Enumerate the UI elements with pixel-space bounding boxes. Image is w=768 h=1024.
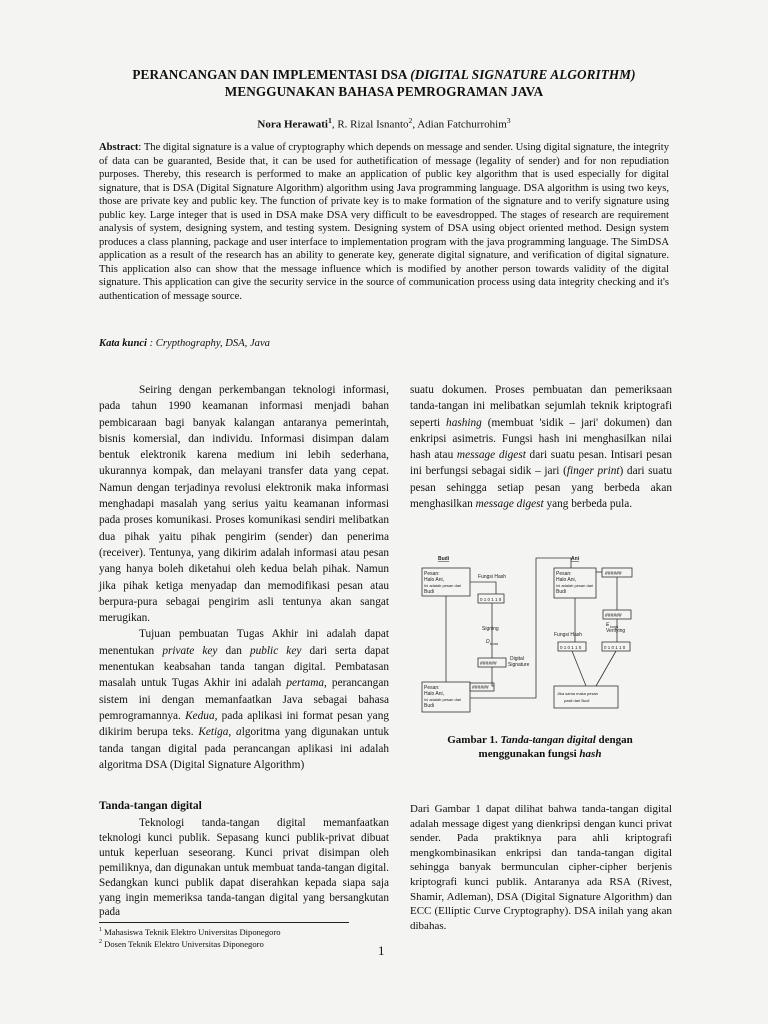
page-number: 1 — [378, 943, 385, 958]
abstract-label: Abstract — [99, 142, 139, 153]
digital-signature-diagram — [416, 548, 666, 728]
label-fungsi-hash-right: Fungsi Hash — [554, 632, 583, 638]
p2-k: lgoritma yang digunakan untuk tanda tangan digital pada perancangan aplikasi ini adalah algoritma DSA (Digital Signature Algorithm) — [99, 726, 390, 771]
r1-e: dari suatu pesan. Intisari pesan ini berfungsi sebagai sidik – jari ( — [410, 449, 672, 478]
left-column-intro — [99, 382, 389, 773]
p2-d: public key — [249, 644, 302, 657]
r1-a: suatu dokumen. Proses pembuatan dan pemeriksaan tanda-tangan ini melibatkan sejumlah teknik kriptografi seperti — [410, 384, 672, 429]
p2-b: private key — [162, 644, 218, 657]
section-heading: Tanda-tangan digital — [99, 800, 202, 812]
caption-a: Gambar 1. — [447, 734, 501, 746]
label-pesan-2d: Budi — [556, 589, 567, 595]
label-pesan-2: Pesan: — [556, 571, 572, 577]
r1-c: (membuat 'sidik – jari' dokumen) dan enkripsi asimetris. Fungsi hash ini menghasilkan nilai hash atau — [410, 416, 673, 462]
label-hash-3: 0 1 0 1 1 0 — [604, 645, 626, 650]
p2-i: pada aplikasi ini format pesan yang dikirim berupa teks. — [99, 709, 389, 739]
r1-f: finger print — [566, 465, 620, 478]
label-fungsi-hash-left: Fungsi Hash — [478, 574, 507, 580]
label-e-key: E — [606, 622, 610, 628]
left-column-section — [99, 816, 389, 920]
right-section-paragraph: Dari Gambar 1 dapat dilihat bahwa tanda-tangan digital adalah message digest yang dienkripsi dengan kunci privat sender. Pada praktiknya para ahli kriptografi mengkombinasikan enkripsi dan tanda-tangan digital sehingga banyak bermunculan cipher-cipher berjenis kriptografi kunci publik. Antaranya ada RSA (Rivest, Shamir, Adleman), DSA (Digital Signature Algorithm) dan ECC (Elliptic Curve Cryptography). DSA inilah yang akan dibahas. — [410, 803, 672, 932]
fn2-text: Dosen Teknik Elektro Universitas Diponegoro — [102, 939, 264, 949]
caption-d: hash — [579, 748, 602, 760]
p2-h: Kedua, — [185, 709, 218, 722]
label-pesan-3d: Budi — [424, 703, 435, 709]
footnote-divider — [99, 922, 349, 923]
label-ani: Ani — [571, 556, 580, 562]
label-verifying: Verifying — [606, 628, 626, 634]
label-result2: pasti dari Budi — [564, 698, 590, 703]
section-paragraph-1: Teknologi tanda-tangan digital memanfaatkan teknologi kunci publik. Sepasang kunci publik-privat dibuat untuk keperluan seseorang. Kunci privat disimpan oleh pemiliknya, dan digunakan untuk membuat tanda-tangan digital. Sedangkan kunci publik dapat diserahkan kepada siapa saja yang ingin memeriksa tanda-tangan digital yang bersangkutan pada — [99, 817, 389, 919]
keywords-label: Kata kunci — [99, 338, 147, 349]
result-box — [554, 686, 618, 708]
abstract-text: : The digital signature is a value of cryptography which depends on message and sender. Using digital signature, the integrity of data can be guaranted, Beside that, it can be used for authetification of message (legality of sender) and for non repudiation purposes. Thereby, this research is performed to make an application of public key algorithm that is used especially for digital signature, that is DSA (Digital Signature Algorithm) algorithm using Java programming language. DSA algorithm is using two keys, those are private key and public key. The function of private key is to make formation of the signature and to verify signature using public key. Large integer that is used in DSA make DSA very difficult to be eavesdropped. The stages of research are requirement analysis of system, designing system, and testing system. Designing system of DSA using object oriented method. Design system produces a class planning, package and user interface to implementation program with the java programming language. The SimDSA application as a result of the research has an ability to generate key, generate digital signature, and verification of digital signature. This application also can show that the message influence which is modified by another person towards validity of the digital signature. This application can give the security service in the source of communication process using data integrity checking and it's authentication of message source. — [99, 142, 669, 303]
label-digital: Digital — [510, 656, 524, 662]
caption-c: dengan menggunakan fungsi — [478, 734, 633, 760]
fn1-text: Mahasiswa Teknik Elektro Universitas Diponegoro — [102, 927, 281, 937]
arrow-compare-1 — [572, 651, 586, 686]
author-1-sup: 1 — [327, 116, 332, 125]
author-3: , Adian Fatchurrohim — [412, 118, 507, 131]
arrow-compare-2 — [596, 651, 616, 686]
label-sig-4: ###### — [605, 613, 622, 619]
label-d-key: D — [486, 639, 490, 645]
label-pesan-1c: Ini adalah pesan dari — [424, 583, 462, 588]
label-pesan-3c: Ini adalah pesan dari — [424, 697, 462, 702]
arrow-to-hash — [470, 582, 496, 594]
figure-caption — [420, 733, 660, 761]
label-budi: Budi — [438, 556, 450, 562]
label-sig-1: ###### — [480, 661, 497, 667]
authors — [60, 116, 708, 131]
right-column-section — [410, 802, 672, 933]
keywords — [99, 338, 270, 349]
label-pesan-2c: Ini adalah pesan dari — [556, 583, 594, 588]
right-column-intro — [410, 382, 672, 512]
paper-title-line1 — [60, 67, 708, 83]
title-italic: (DIGITAL SIGNATURE ALGORITHM) — [410, 67, 636, 82]
p2-c: dan — [217, 644, 250, 657]
label-pesan-1d: Budi — [424, 589, 435, 595]
intro-paragraph-1: Seiring dengan perkembangan teknologi informasi, pada tahun 1990 keamanan informasi menjadi bahan pembicaraan bagi banyak kalangan antaranya pemerintah, bisnis komersial, dan individu. Informasi disimpan dalam bentuk elektronik karena medium ini lebih sederhana, ukurannya kompak, dan melayani transfer data yang cepat. Namun dengan terjadinya revolusi elektronik maka informasi menghadapi masalah yang serius yaitu keamanan informasi pada proses komunikasi. Proses komunikasi sendiri melibatkan dua pihak yaitu pihak pengirim (sender) dan penerima (receiver). Tentunya, yang dikirim adalah informasi atau pesan yang hanya boleh diketahui oleh kedua belah pihak. Namun jika pihak ketiga menyadap dan memodifikasi pesan atau berpura-pura sebagai pengirim asli tentunya akan sangat merugikan. — [99, 384, 389, 625]
footnote-2 — [99, 939, 264, 949]
right-paragraph-1 — [410, 382, 672, 512]
author-2-sup: 2 — [408, 116, 413, 125]
label-pesan-1b: Halo Ani, — [424, 577, 445, 583]
label-sig-2: ###### — [472, 685, 489, 691]
p2-f: pertama — [286, 677, 325, 690]
fn2-sup: 2 — [99, 939, 103, 946]
r1-h: message digest — [475, 498, 544, 511]
label-e-sub: kunci — [610, 625, 619, 629]
r1-i: yang berbeda pula. — [543, 498, 633, 511]
label-hash-2: 0 1 0 1 1 0 — [560, 645, 582, 650]
label-pesan-3: Pesan: — [424, 685, 440, 691]
r1-b: hashing — [446, 416, 482, 429]
label-signature: Signature — [508, 662, 530, 668]
author-2: , R. Rizal Isnanto — [331, 118, 409, 131]
label-pesan-1: Pesan: — [424, 571, 440, 577]
p2-a: Tujuan pembuatan Tugas Akhir ini adalah dapat menentukan — [99, 628, 389, 657]
keywords-text: : Crypthography, DSA, Java — [146, 338, 270, 349]
p2-j: Ketiga, a — [198, 726, 242, 739]
p2-e: dari serta dapat menentukan keabsahan tanda tangan digital. Pembatasan masalah untuk Tugas Akhir ini adalah — [99, 644, 389, 690]
label-sig-3: ###### — [605, 571, 622, 577]
abstract — [99, 141, 669, 304]
title-text: PERANCANGAN DAN IMPLEMENTASI DSA — [132, 67, 411, 82]
r1-d: message digest — [456, 449, 526, 462]
label-pesan-3b: Halo Ani, — [424, 691, 445, 697]
paper-title-line2: MENGGUNAKAN BAHASA PEMROGRAMAN JAVA — [224, 84, 544, 99]
label-d-sub: kunci — [490, 642, 499, 646]
p2-g: , perancangan sistem ini dengan memanfaatkan Java sebagai bahasa pemrogramannya. — [99, 677, 389, 722]
author-3-sup: 3 — [506, 116, 511, 125]
label-pesan-2b: Halo Ani, — [556, 577, 577, 583]
label-result: Jika sama maka pesan — [557, 691, 598, 696]
caption-b: Tanda-tangan digital — [500, 734, 596, 746]
author-1: Nora Herawati — [257, 118, 328, 131]
footnote-1 — [99, 927, 281, 937]
fn1-sup: 1 — [99, 927, 103, 934]
r1-g: ) dari suatu pesan sehingga setiap pesan yang berbeda akan menghasilkan — [410, 465, 672, 511]
label-signing: Signing — [482, 626, 499, 632]
intro-paragraph-2 — [99, 626, 389, 773]
label-hash-1: 0 1 0 1 1 0 — [480, 597, 502, 602]
